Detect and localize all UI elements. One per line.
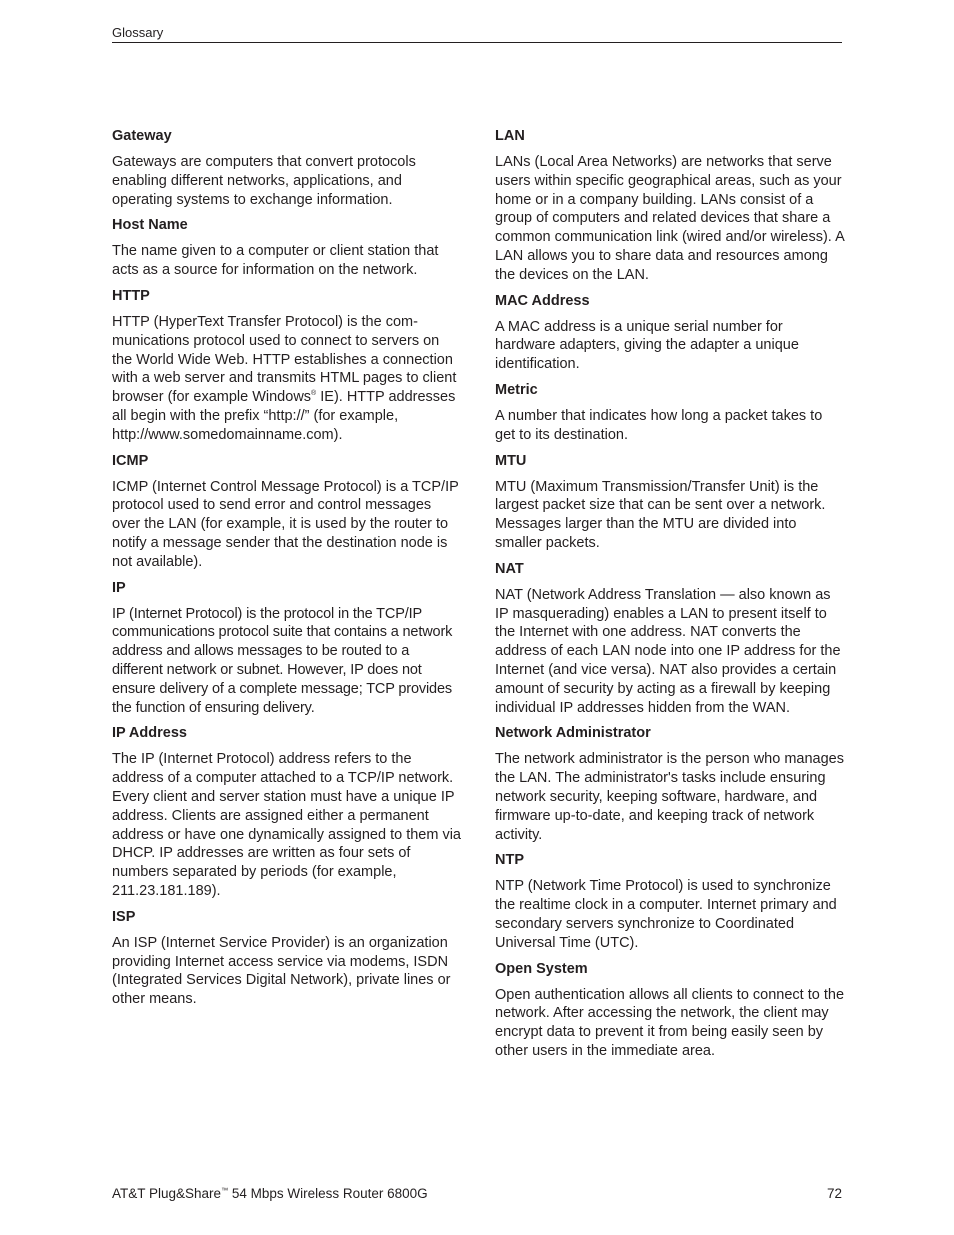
glossary-entry-ip-address xyxy=(112,724,462,900)
header-section-title: Glossary xyxy=(112,25,164,40)
glossary-entry-network-administrator xyxy=(495,724,845,844)
definition-ip-address: The IP (Internet Protocol) address refers to the address of a computer attached to a TCP/IP network. Every client and server station must have a unique IP address. Clients are assigned either a permanent address or have one dynamically assigned to them via DHCP. IP addresses are written as four sets of numbers separated by periods (for example, 211.23.181.189). xyxy=(112,751,461,899)
definition-http-part-1: HTTP (HyperText Transfer Protocol) is the communications protocol used to connect to servers on the World Wide Web. HTTP establishes a connection with a web server and transmits HTML pages to client browser (for example Windows xyxy=(112,313,457,406)
glossary-entry-host-name xyxy=(112,216,462,280)
glossary-entry-metric xyxy=(495,381,845,445)
glossary-entry-gateway xyxy=(112,127,462,209)
definition-icmp: ICMP (Internet Control Message Protocol) is a TCP/IP protocol used to send error and control messages over the LAN (for example, it is used by the router to notify a message sender that the destination node is not available). xyxy=(112,478,459,570)
definition-network-administrator: The network administrator is the person who manages the LAN. The administrator's tasks include ensuring network security, keeping software, hardware, and firmware up-to-date, and keeping track of network activity. xyxy=(495,751,844,843)
glossary-entry-http xyxy=(112,287,462,445)
term-nat: NAT xyxy=(495,560,524,577)
definition-gateway: Gateways are computers that convert protocols enabling different networks, applications, and operating systems to exchange information. xyxy=(112,154,416,208)
definition-metric: A number that indicates how long a packet takes to get to its destination. xyxy=(495,407,823,443)
definition-mtu: MTU (Maximum Transmission/Transfer Unit) is the largest packet size that can be sent over a network. Messages larger than the MTU are divided into smaller packets. xyxy=(495,478,826,551)
definition-host-name: The name given to a computer or client station that acts as a source for information on the network. xyxy=(112,243,439,279)
registered-mark: ® xyxy=(311,390,317,398)
glossary-entry-icmp xyxy=(112,452,462,572)
glossary-entry-open-system xyxy=(495,960,845,1061)
trademark-mark: ™ xyxy=(221,1187,229,1195)
term-mtu: MTU xyxy=(495,452,527,469)
term-ntp: NTP xyxy=(495,852,524,869)
term-open-system: Open System xyxy=(495,960,588,977)
glossary-entry-nat xyxy=(495,560,845,718)
glossary-entry-isp xyxy=(112,908,462,1009)
term-ip: IP xyxy=(112,579,126,596)
page-number: 72 xyxy=(826,1186,842,1201)
term-gateway: Gateway xyxy=(112,128,172,144)
footer-product-model: 54 Mbps Wireless Router 6800G xyxy=(228,1186,428,1201)
term-icmp: ICMP xyxy=(112,452,149,469)
term-isp: ISP xyxy=(112,908,136,925)
term-mac-address: MAC Address xyxy=(495,292,590,309)
glossary-entry-lan xyxy=(495,127,845,285)
definition-ntp: NTP (Network Time Protocol) is used to synchronize the realtime clock in a computer. Internet primary and secondary servers synchronize to Coordinated Universal Time (UTC). xyxy=(495,878,837,951)
running-header xyxy=(112,25,842,43)
glossary-entry-mtu xyxy=(495,452,845,553)
glossary-entry-ip xyxy=(112,579,462,718)
glossary-column-left xyxy=(112,127,462,1016)
term-metric: Metric xyxy=(495,381,538,398)
definition-ip: IP (Internet Protocol) is the protocol in the TCP/IP communications protocol suite that contains a network address and allows messages to be routed to a different network or subnet. However, IP does not ensure delivery of a complete message; TCP provides the function of ensuring delivery. xyxy=(112,605,453,716)
definition-lan: LANs (Local Area Networks) are networks that serve users within specific geographical areas, such as your home or in a company building. LANs consist of a group of computers and related devices that share a common communication link (wired and/or wireless). A LAN allows you to share data and resources among the devices on the LAN. xyxy=(495,154,844,283)
glossary-column-right xyxy=(495,127,845,1068)
term-http: HTTP xyxy=(112,287,150,304)
footer-product-name xyxy=(112,1186,428,1201)
glossary-entry-ntp xyxy=(495,851,845,952)
definition-isp: An ISP (Internet Service Provider) is an organization providing Internet access service via modems, ISDN (Integrated Services Digital Network), private lines or other means. xyxy=(112,934,451,1008)
definition-nat: NAT (Network Address Translation — also known as IP masquerading) enables a LAN to present itself to the Internet with one address. NAT converts the address of each LAN node into one IP address for the Internet (and vice versa). NAT also provides a certain amount of security by acting as a firewall by keeping individual IP addresses hidden from the WAN. xyxy=(495,586,841,716)
definition-mac-address: A MAC address is a unique serial number for hardware adapters, giving the adapter a unique identification. xyxy=(495,318,799,373)
running-footer xyxy=(112,1186,842,1202)
glossary-entry-mac-address xyxy=(495,292,845,374)
definition-open-system: Open authentication allows all clients to connect to the network. After accessing the network, the client may encrypt data to prevent it from being easily seen by other users in the immediate area. xyxy=(495,986,845,1059)
term-network-administrator: Network Administrator xyxy=(495,725,651,742)
term-host-name: Host Name xyxy=(112,217,188,234)
footer-product-brand: AT&T Plug&Share xyxy=(112,1186,222,1201)
definition-http xyxy=(112,313,462,445)
term-lan: LAN xyxy=(495,128,525,144)
term-ip-address: IP Address xyxy=(112,725,187,742)
definition-http-part-2: IE). HTTP addresses all begin with the prefix “http://” (for example, http://www.somedomainname.com). xyxy=(112,389,456,443)
